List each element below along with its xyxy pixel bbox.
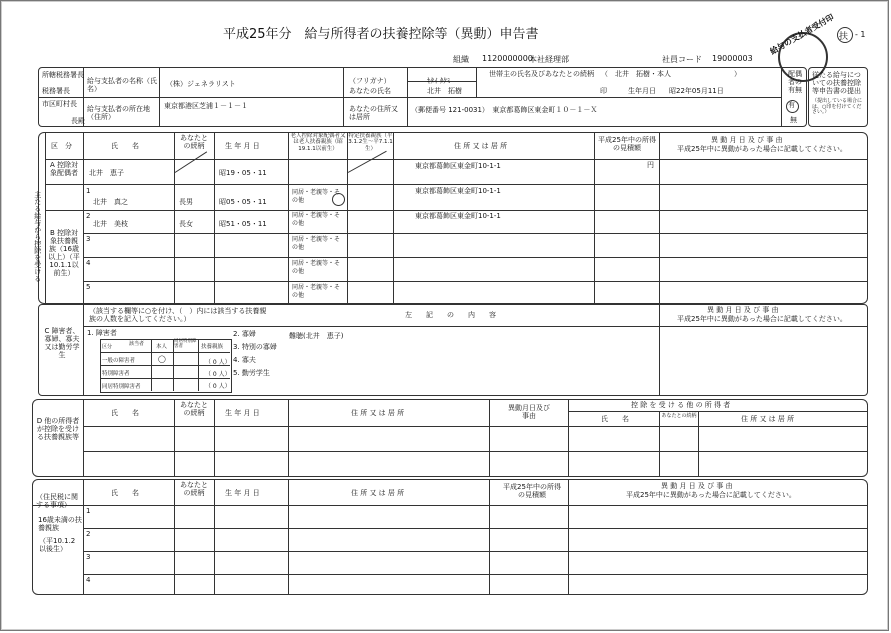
resident-sub-label: 16歳未満の扶養親族 [38, 516, 82, 533]
disabled-item: 1. 障害者 [87, 329, 117, 337]
col-change-sub: 平成25年中に異動があった場合に記載してください。 [677, 145, 847, 153]
disabled-table-head: 区分 [102, 344, 113, 350]
spouse-income-unit: 円 [647, 161, 654, 169]
payer-name-label: 給与支払者の名称（氏名） [87, 77, 157, 94]
householder-label: 世帯主の氏名及びあなたとの続柄 [489, 70, 594, 78]
dependent-name: 北井 美枝 [93, 220, 128, 228]
col-birth: 生 年 月 日 [225, 142, 260, 150]
resident-sub-label2: （平10.1.2以後生） [39, 537, 76, 554]
dependent-birth: 昭05・05・11 [219, 198, 267, 206]
detail-value: 難聴(北井 恵子) [289, 332, 344, 340]
soshiki-code: 1120000000 [482, 54, 533, 63]
row-number: 4 [86, 259, 91, 267]
disabled-row-count: （ 0 人） [205, 371, 231, 378]
soshiki-label: 組織 [453, 55, 469, 64]
your-name-label: あなたの氏名 [349, 87, 391, 95]
r-col-name: 氏 名 [111, 489, 139, 497]
col-relation: あなたとの続柄 [180, 134, 208, 151]
d-col-change: 異動月日及び事由 [508, 404, 550, 421]
col-special: 特定扶養親族（平3.1.2生〜平7.1.1生） [348, 133, 393, 152]
working-student-item: 5. 勤労学生 [233, 369, 270, 377]
resident-row-number: 4 [86, 576, 91, 584]
payer-name: （株）ジェネラリスト [166, 80, 236, 88]
dependent-name: 北井 真之 [93, 198, 128, 206]
section-c-instruction: （該当する欄等に○を付け、（ ）内には該当する扶養親族の人数を記入してください。） [89, 307, 267, 324]
disabled-row-count: （ 0 人） [205, 383, 231, 390]
section-c-label: C 障害者、寡婦、寡夫又は勤労学生 [44, 327, 80, 360]
spouse-birth: 昭19・05・11 [219, 169, 267, 177]
stamp-text: 給与の支払者受付印 [768, 12, 836, 57]
d-col-birth: 生 年 月 日 [225, 409, 260, 417]
disabled-table-head: 本人 [156, 344, 168, 350]
dependent-category: 同居・老親等・その他 [292, 212, 341, 227]
d-col-relation: あなたとの続柄 [180, 401, 208, 418]
section-c-change-sub: 平成25年中に異動があった場合に記載してください。 [677, 315, 847, 323]
birthdate: 昭22年05月11日 [669, 87, 724, 95]
d-other-header: 控 除 を 受 け る 他 の 所 得 者 [631, 401, 731, 409]
col-address: 住 所 又 は 居 所 [454, 142, 508, 150]
dependent-relation: 長男 [179, 198, 193, 206]
birthdate-label: 生年月日 [628, 87, 656, 95]
col-kubun: 区 分 [51, 142, 72, 150]
municipality-label: 市区町村長 [42, 100, 77, 108]
your-address-label: あなたの住所又は居所 [349, 105, 398, 122]
spouse-address: 東京都葛飾区東金町10-1-1 [415, 162, 501, 170]
row-number: 3 [86, 235, 91, 243]
spouse-none[interactable]: 無 [790, 116, 797, 124]
spouse-label: 配偶者の有無 [788, 70, 802, 95]
main-payer-note: 従たる給与についての扶養控除等申告書の提出 [812, 71, 861, 96]
col-name: 氏 名 [111, 142, 139, 150]
resident-row-number: 1 [86, 507, 91, 515]
disabled-row-label: 同居特別障害者 [102, 384, 141, 390]
employee-code-label: 社員コード [662, 55, 702, 64]
special-widow-item: 3. 特別の寡婦 [233, 343, 277, 351]
dependent-birth: 昭51・05・11 [219, 220, 267, 228]
main-section-side-label: 主たる給与から控除を受ける [33, 191, 42, 282]
employee-code: 19000003 [712, 54, 753, 63]
r-col-change: 異 動 月 日 及 び 事 由 [661, 482, 733, 490]
widow-item: 2. 寡婦 [233, 330, 256, 338]
col-income: 平成25年中の所得の見積額 [598, 136, 656, 153]
d-col-name: 氏 名 [111, 409, 139, 417]
disabled-row-label: 特別障害者 [102, 371, 130, 377]
col-elderly: 老人控除対象配偶者又は老人扶養親族（昭19.1.1以前生） [290, 133, 346, 152]
spouse-have[interactable]: 有 [788, 101, 795, 109]
r-col-relation: あなたとの続柄 [180, 481, 208, 498]
resident-row-number: 3 [86, 553, 91, 561]
your-name: 北井 拓樹 [427, 87, 462, 95]
dependent-relation: 長女 [179, 220, 193, 228]
disabled-row-label: 一般の障害者 [102, 358, 136, 364]
col-change: 異 動 月 日 及 び 事 由 [711, 136, 783, 144]
main-payer-sub: （提出している場合には、○印を付けてください。） [812, 98, 863, 115]
page-number: - 1 [855, 30, 866, 39]
section-c-change: 異 動 月 日 及 び 事 由 [707, 306, 779, 314]
dependent-category: 同居・老親等・その他 [292, 260, 341, 275]
tax-office-chief: 税務署長 [42, 87, 70, 95]
d-col-address: 住 所 又 は 居 所 [351, 409, 405, 417]
r-col-address: 住 所 又 は 居 所 [351, 489, 405, 497]
disabled-table-head: 同居特別障害者 [174, 339, 197, 349]
document-title: 平成25年分 給与所得者の扶養控除等（異動）申告書 [223, 27, 539, 42]
d-other-relation: あなたとの続柄 [661, 413, 697, 419]
r-col-income: 平成25年中の所得の見積額 [503, 483, 561, 500]
r-col-change-sub: 平成25年中に異動があった場合に記載してください。 [626, 491, 796, 499]
dependent-address: 東京都葛飾区東金町10-1-1 [415, 212, 501, 220]
furigana-label: （フリガナ） [349, 77, 391, 85]
dependent-category: 同居・老親等・その他 [292, 189, 341, 204]
row-number: 1 [86, 187, 91, 195]
payer-address: 東京都港区芝浦１－１－１ [164, 102, 248, 110]
section-b-label: B 控除対象扶養親族（16歳以上）（平10.1.1以前生） [48, 229, 80, 278]
d-other-address: 住 所 又 は 居 所 [741, 415, 795, 423]
payer-address-label: 給与支払者の所在地（住所） [87, 105, 150, 122]
r-col-birth: 生 年 月 日 [225, 489, 260, 497]
seal-label: 印 [600, 87, 607, 95]
disabled-row-honin: ◯ [158, 355, 166, 363]
d-other-name: 氏 名 [601, 415, 629, 423]
soshiki-name: 本社経理部 [529, 55, 569, 64]
disabled-table-head: 扶養親族 [201, 344, 224, 350]
section-d-label: D 他の所得者が控除を受ける扶養親族等 [36, 417, 80, 442]
householder-value: （ 北井 拓樹・本人 ） [601, 70, 741, 78]
dependent-category: 同居・老親等・その他 [292, 284, 341, 299]
disabled-row-count: （ 0 人） [205, 359, 231, 366]
section-a-label: A 控除対象配偶者 [49, 161, 78, 178]
tax-office-label: 所轄税務署長 [42, 71, 84, 79]
disabled-table-head: 該当者 [129, 341, 145, 347]
row-number: 2 [86, 212, 91, 220]
dependent-address: 東京都葛飾区東金町10-1-1 [415, 187, 501, 195]
resident-label: （住民税に関する事項） [36, 493, 78, 510]
row-number: 5 [86, 283, 91, 291]
resident-row-number: 2 [86, 530, 91, 538]
municipality-chief: 長殿 [71, 117, 85, 125]
detail-header: 左 記 の 内 容 [405, 311, 496, 319]
your-name-furigana: ｷﾀｲ ﾀｸﾐ [427, 77, 451, 85]
page-marker: 扶 [839, 32, 849, 42]
dependent-category: 同居・老親等・その他 [292, 236, 341, 251]
your-address: （郵便番号 121-0031） 東京都葛飾区東金町１０－１－Ｘ [411, 106, 598, 114]
widower-item: 4. 寡夫 [233, 356, 256, 364]
spouse-name: 北井 恵子 [89, 169, 124, 177]
